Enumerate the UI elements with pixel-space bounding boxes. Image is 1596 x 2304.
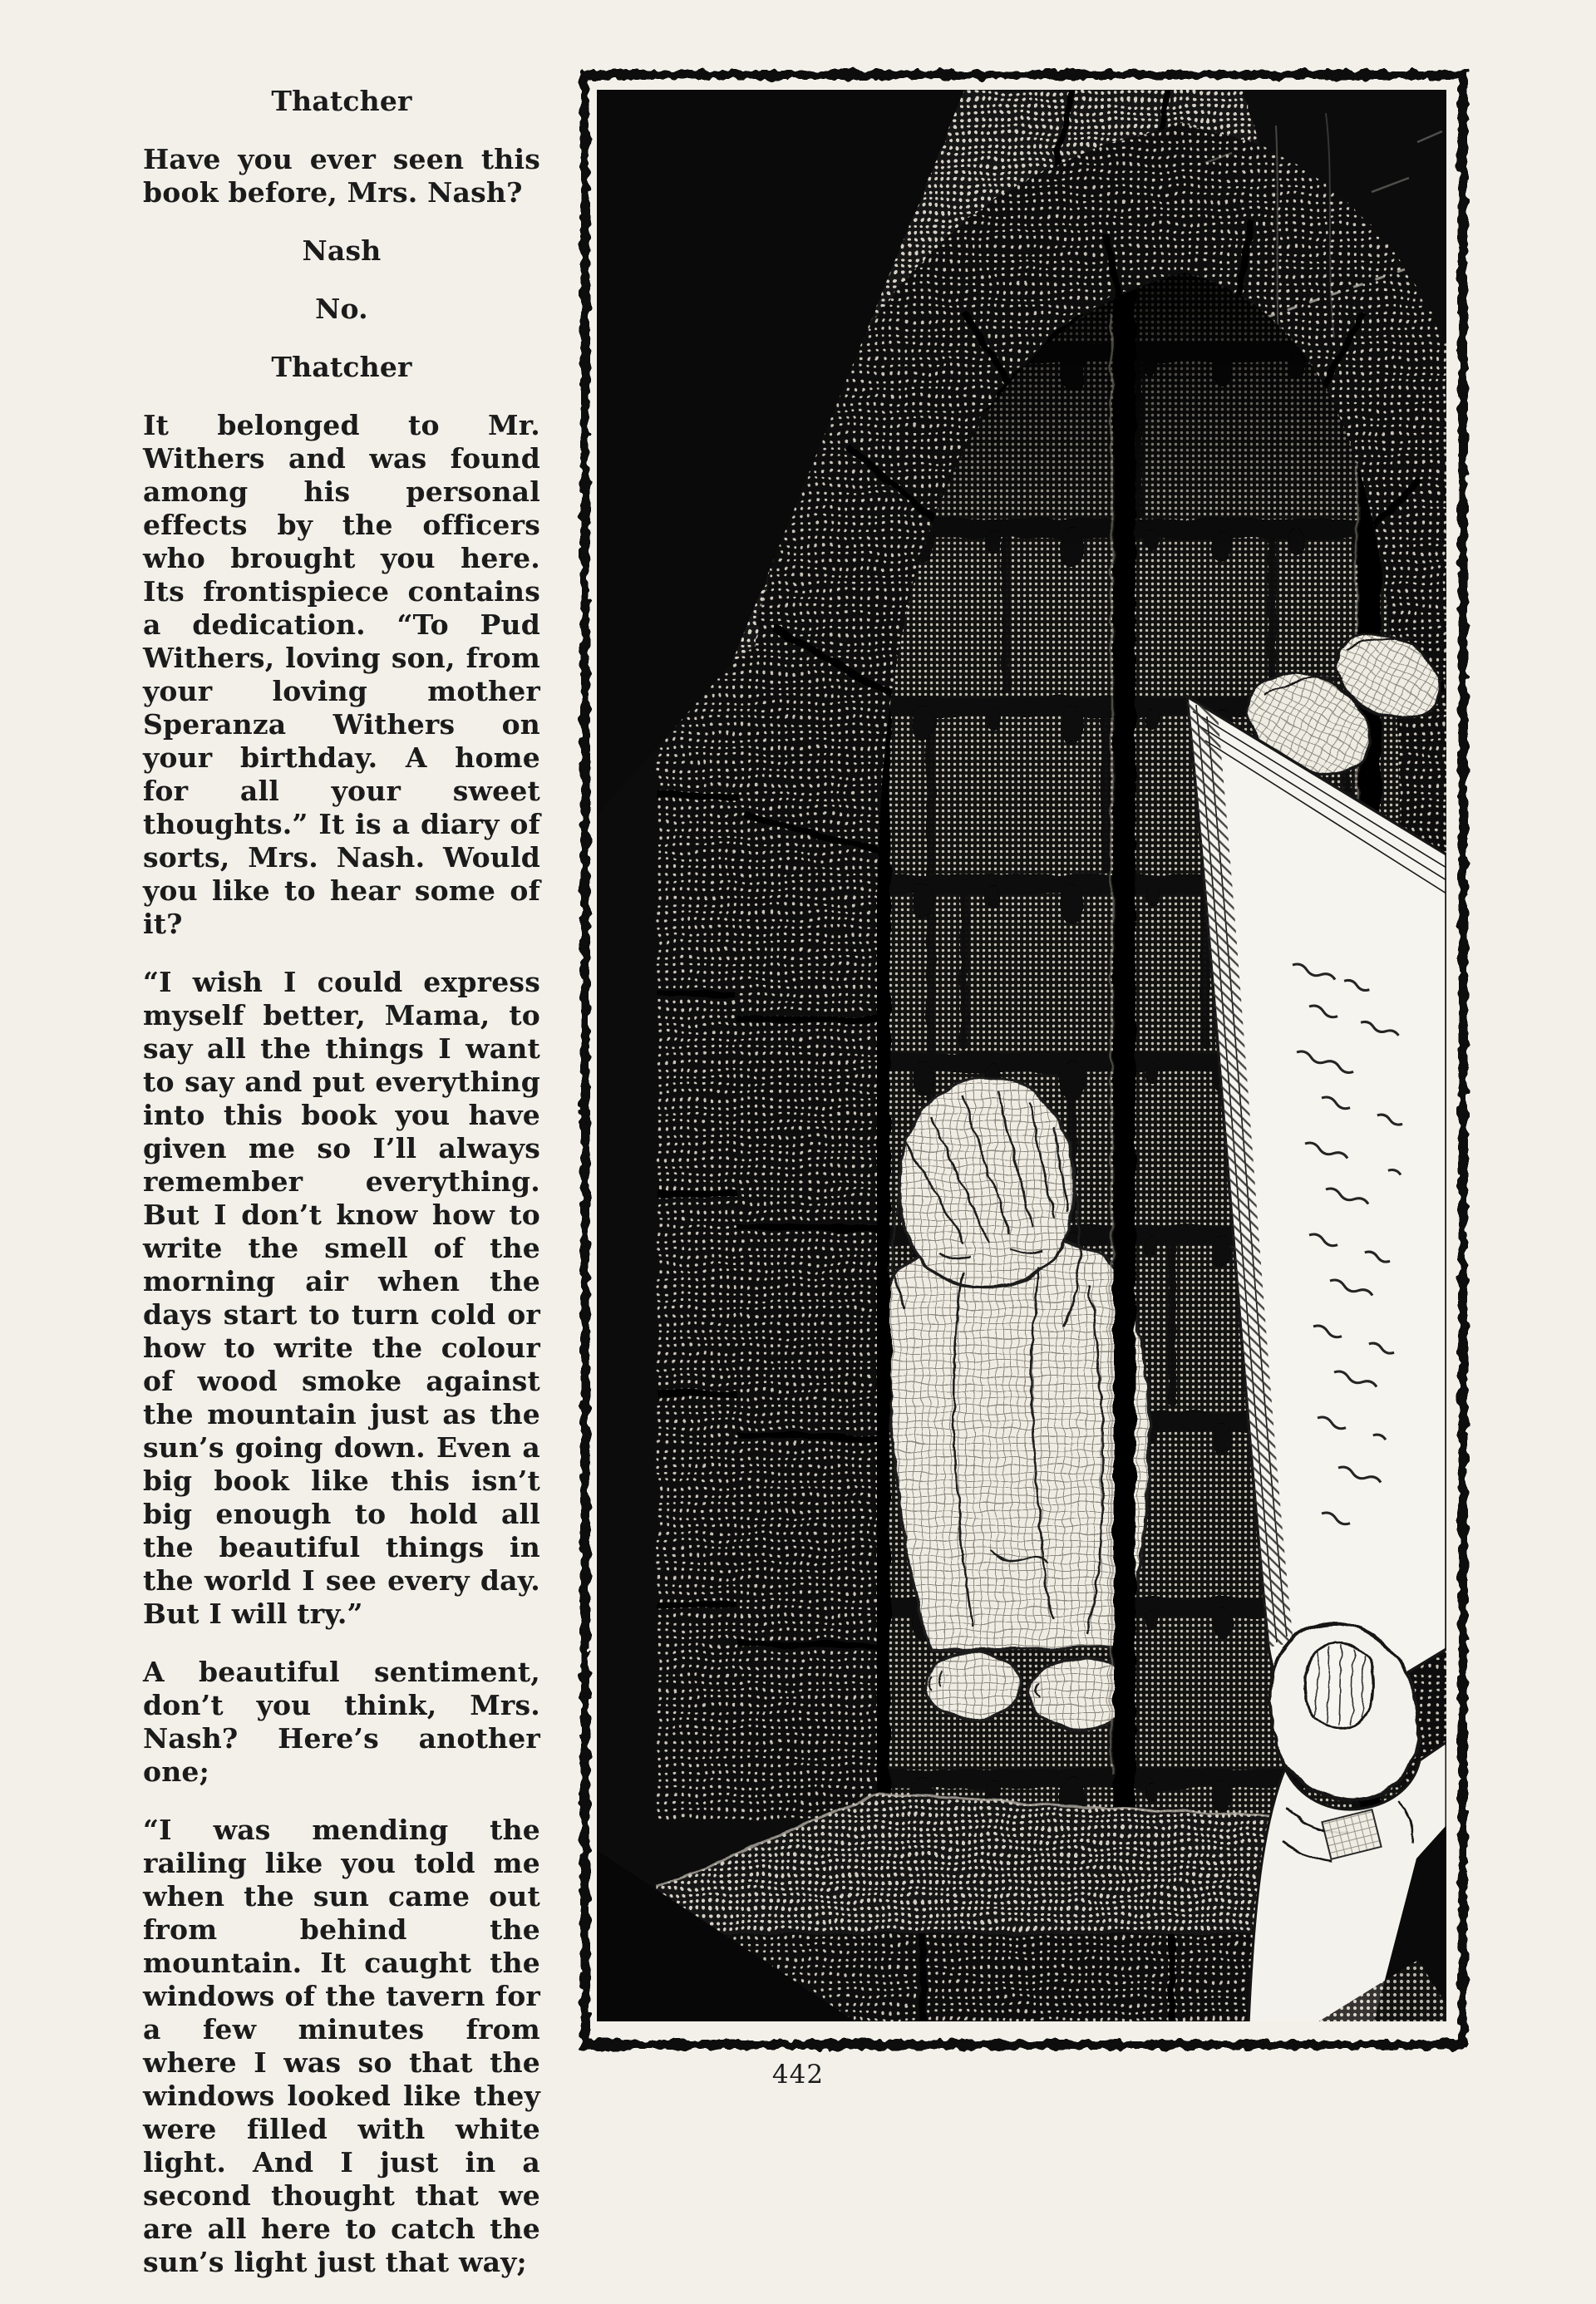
dialogue-paragraph: Have you ever seen this book before, Mrs. Nash?: [143, 143, 540, 209]
speaker-heading: Nash: [302, 234, 382, 267]
prisoner-head: [899, 1077, 1074, 1287]
prisoner-foot: [924, 1652, 1021, 1719]
panel-artwork: [597, 90, 1460, 2025]
dialogue-paragraph: A beautiful sentiment, don’t you think, Mrs. Nash? Here’s another one;: [143, 1656, 540, 1788]
dialogue-paragraph: It belonged to Mr. Withers and was found among his personal effects by the officers who brought you here. Its frontispiece contains a dedication. “To Pud Withers, loving son, from your loving mother Speranza Withers on your birthday. A home for all your sweet thoughts.” It is a diary of sorts, Mrs. Nash. Would you like to hear some of it?: [143, 409, 540, 940]
diary-quote-paragraph: “I wish I could express myself better, Mama, to say all the things I want to say and put everything into this book you have given me so I’ll always remember everything. But I don’t know how to write the smell of the morning air when the days start to turn cold or how to write the colour of wood smoke against the mountain just as the sun’s going down. Even a big book like this isn’t big enough to hold all the beautiful things in the world I see every day. But I will try.”: [143, 966, 540, 1630]
speaker-heading: Thatcher: [271, 351, 412, 383]
dialogue-line: No.: [315, 293, 368, 325]
illustration-panel: [574, 63, 1475, 2058]
prisoner-body: [889, 1242, 1149, 1651]
page-number: 442: [771, 2060, 825, 2090]
script-text-column: [143, 80, 540, 2304]
diary-quote-paragraph: “I was mending the railing like you told me when the sun came out from behind the mountain. It caught the windows of the tavern for a few minutes from where I was so that the windows looked like they were filled with white light. And I just in a second thought that we are all here to catch the sun’s light just that way;: [143, 1814, 540, 2278]
speaker-heading: Thatcher: [271, 85, 412, 117]
